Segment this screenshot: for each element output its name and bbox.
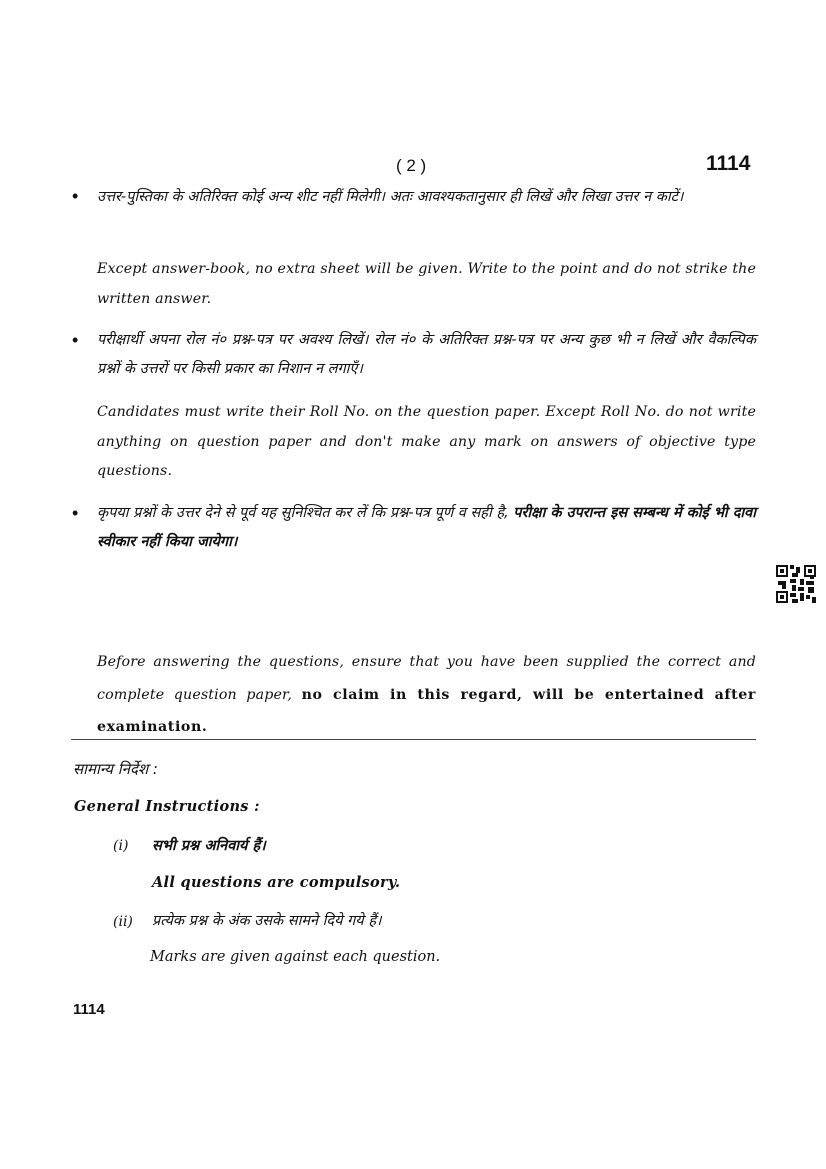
- item-1-english: All questions are compulsory.: [152, 874, 401, 891]
- general-instructions-heading: General Instructions :: [74, 798, 260, 815]
- bullet-3: •: [72, 503, 79, 523]
- item-2-english: Marks are given against each question.: [150, 949, 441, 965]
- page-number: ( 2 ): [396, 156, 427, 175]
- qr-code-icon: [776, 565, 816, 603]
- note-3-english-bold: no claim in this regard, will be entertained after examination.: [97, 686, 756, 735]
- note-3-hindi: [97, 499, 756, 557]
- bullet-1: •: [72, 186, 79, 206]
- note-1-english: Except answer-book, no extra sheet will be given. Write to the point and do not strike the written answer.: [97, 261, 756, 307]
- note-3-hindi-normal: कृपया प्रश्नों के उत्तर देने से पूर्व यह सुनिश्चित कर लें कि प्रश्न-पत्र पूर्ण व सही है,: [97, 505, 514, 521]
- general-instructions-heading-hindi: सामान्य निर्देश :: [73, 760, 158, 778]
- divider: [71, 739, 756, 740]
- item-2-number: (ii): [113, 914, 133, 930]
- note-3-hindi-bold: परीक्षा के उपरान्त इस सम्बन्ध में कोई भी दावा स्वीकार नहीं किया जायेगा।: [97, 505, 756, 550]
- item-1-hindi: सभी प्रश्न अनिवार्य हैं।: [152, 838, 266, 854]
- paper-code-header: 1114: [706, 152, 751, 175]
- note-3-english-normal: Before answering the questions, ensure that you have been supplied the correct and complete question paper,: [97, 654, 756, 703]
- note-2-hindi: परीक्षार्थी अपना रोल नं० प्रश्न-पत्र पर अवश्य लिखें। रोल नं० के अतिरिक्त प्रश्न-पत्र पर अन्य कुछ भी न लिखें और वैकल्पिक प्रश्नों के उत्तरों पर किसी प्रकार का निशान न लगाएँ।: [97, 332, 756, 377]
- paper-code-footer: 1114: [73, 1001, 105, 1018]
- item-1-number: (i): [113, 838, 129, 854]
- note-1-hindi: उत्तर-पुस्तिका के अतिरिक्त कोई अन्य शीट नहीं मिलेगी। अतः आवश्यकतानुसार ही लिखें और लिखा उत्तर न काटें।: [97, 189, 684, 205]
- note-2-english: Candidates must write their Roll No. on the question paper. Except Roll No. do not write anything on question paper and don't make any mark on answers of objective type questions.: [97, 404, 756, 479]
- item-2-hindi: प्रत्येक प्रश्न के अंक उसके सामने दिये गये हैं।: [152, 913, 382, 929]
- note-3-english: [97, 646, 756, 744]
- bullet-2: •: [72, 330, 79, 350]
